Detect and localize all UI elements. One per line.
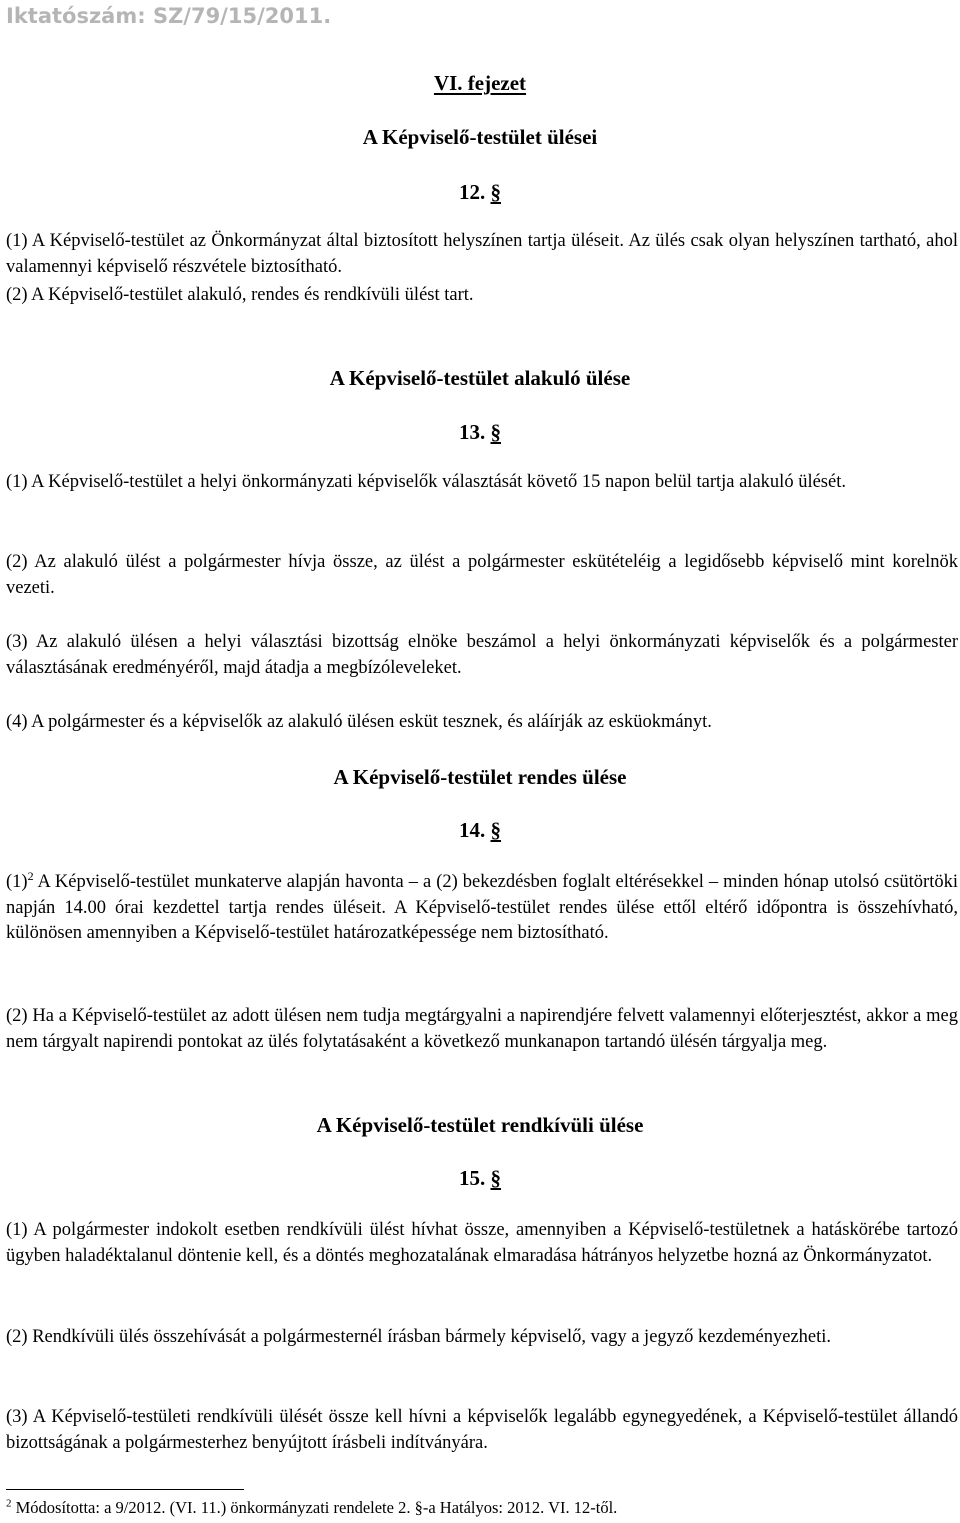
section-12-paragraph-2: (2) A Képviselő-testület alakuló, rendes és rendkívüli ülést tart. (6, 285, 474, 305)
section-14-number: 14. § (459, 818, 501, 842)
footnote-separator (6, 1489, 244, 1490)
section-12-paragraph-1: (1) A Képviselő-testület az Önkormányzat által biztosított helyszínen tartja üléseit. Az ülés csak olyan helyszínen tartható, ahol valamennyi képviselő részvétele biztosítható. (6, 231, 958, 277)
registration-number: Iktatószám: SZ/79/15/2011. (6, 4, 332, 28)
chapter-label: VI. fejezet (433, 71, 527, 95)
section-14-paragraph-2: (2) Ha a Képviselő-testület az adott ülésen nem tudja megtárgyalni a napirendjére felvett valamennyi előterjesztést, akkor a meg nem tárgyalt napirendi pontokat az ülés folytatásaként a következő munkanapon tartandó ülésén tárgyalja meg. (6, 1006, 958, 1052)
section-sign: § (490, 180, 501, 204)
section-15-paragraph-1: (1) A polgármester indokolt esetben rendkívüli ülést hívhat össze, amennyiben a Képviselő-testületnek a hatáskörébe tartozó ügyben haladéktalanul döntenie kell, és a döntés meghozatalának elmaradása hátrányos helyzetbe hozná az Önkormányzatot. (6, 1220, 958, 1266)
section-14-paragraph-1: $(1)^2$ A Képviselő-testület munkaterve alapján havonta – a (2) bekezdésben foglalt eltérésekkel – minden hónap utolsó csütörtöki napján 14.00 órai kezdettel tartja rendes üléseit. A Képviselő-testület rendes ülése ettől eltérő időpontra is összehívható, különösen amennyiben a Képviselő-testület határozatképessége nem biztosítható. (6, 868, 958, 943)
section-15-number: 15. § (459, 1166, 501, 1190)
section-15-heading: A Képviselő-testület rendkívüli ülése (316, 1113, 644, 1137)
section-15-paragraph-2: (2) Rendkívüli ülés összehívását a polgármesternél írásban bármely képviselő, vagy a jegyző kezdeményezheti. (6, 1327, 832, 1347)
section-sign: § (490, 420, 501, 444)
section-13-paragraph-2: (2) Az alakuló ülést a polgármester hívja össze, az ülést a polgármester eskütételéig a legidősebb képviselő mint korelnök vezeti. (6, 552, 958, 598)
section-13-paragraph-1: (1) A Képviselő-testület a helyi önkormányzati képviselők választását követő 15 napon belül tartja alakuló ülését. (6, 472, 846, 492)
section-15-paragraph-3: (3) A Képviselő-testületi rendkívüli ülését össze kell hívni a képviselők legalább egynegyedének, a Képviselő-testület állandó bizottságának a polgármesterhez benyújtott írásbeli indítványára. (6, 1407, 958, 1453)
footnote-reference[interactable]: 2 (27, 868, 34, 883)
section-14-heading: A Képviselő-testület rendes ülése (333, 765, 627, 789)
section-13-heading: A Képviselő-testület alakuló ülése (329, 366, 631, 390)
section-sign: § (490, 1166, 501, 1190)
section-sign: § (490, 818, 501, 842)
footnote: $^2$ Módosította: a 9/2012. (VI. 11.) önkormányzati rendelete 2. §-a Hatályos: 2012. VI. 12-től. (6, 1497, 618, 1517)
section-12-number: 12. § (459, 180, 501, 204)
section-13-paragraph-3: (3) Az alakuló ülésen a helyi választási bizottság elnöke beszámol a helyi önkormányzati képviselők és a polgármester választásának eredményéről, majd átadja a megbízóleveleket. (6, 632, 958, 678)
section-13-paragraph-4: (4) A polgármester és a képviselők az alakuló ülésen esküt tesznek, és aláírják az esküokmányt. (6, 712, 712, 732)
section-13-number: 13. § (459, 420, 501, 444)
chapter-title: A Képviselő-testület ülései (362, 125, 598, 149)
